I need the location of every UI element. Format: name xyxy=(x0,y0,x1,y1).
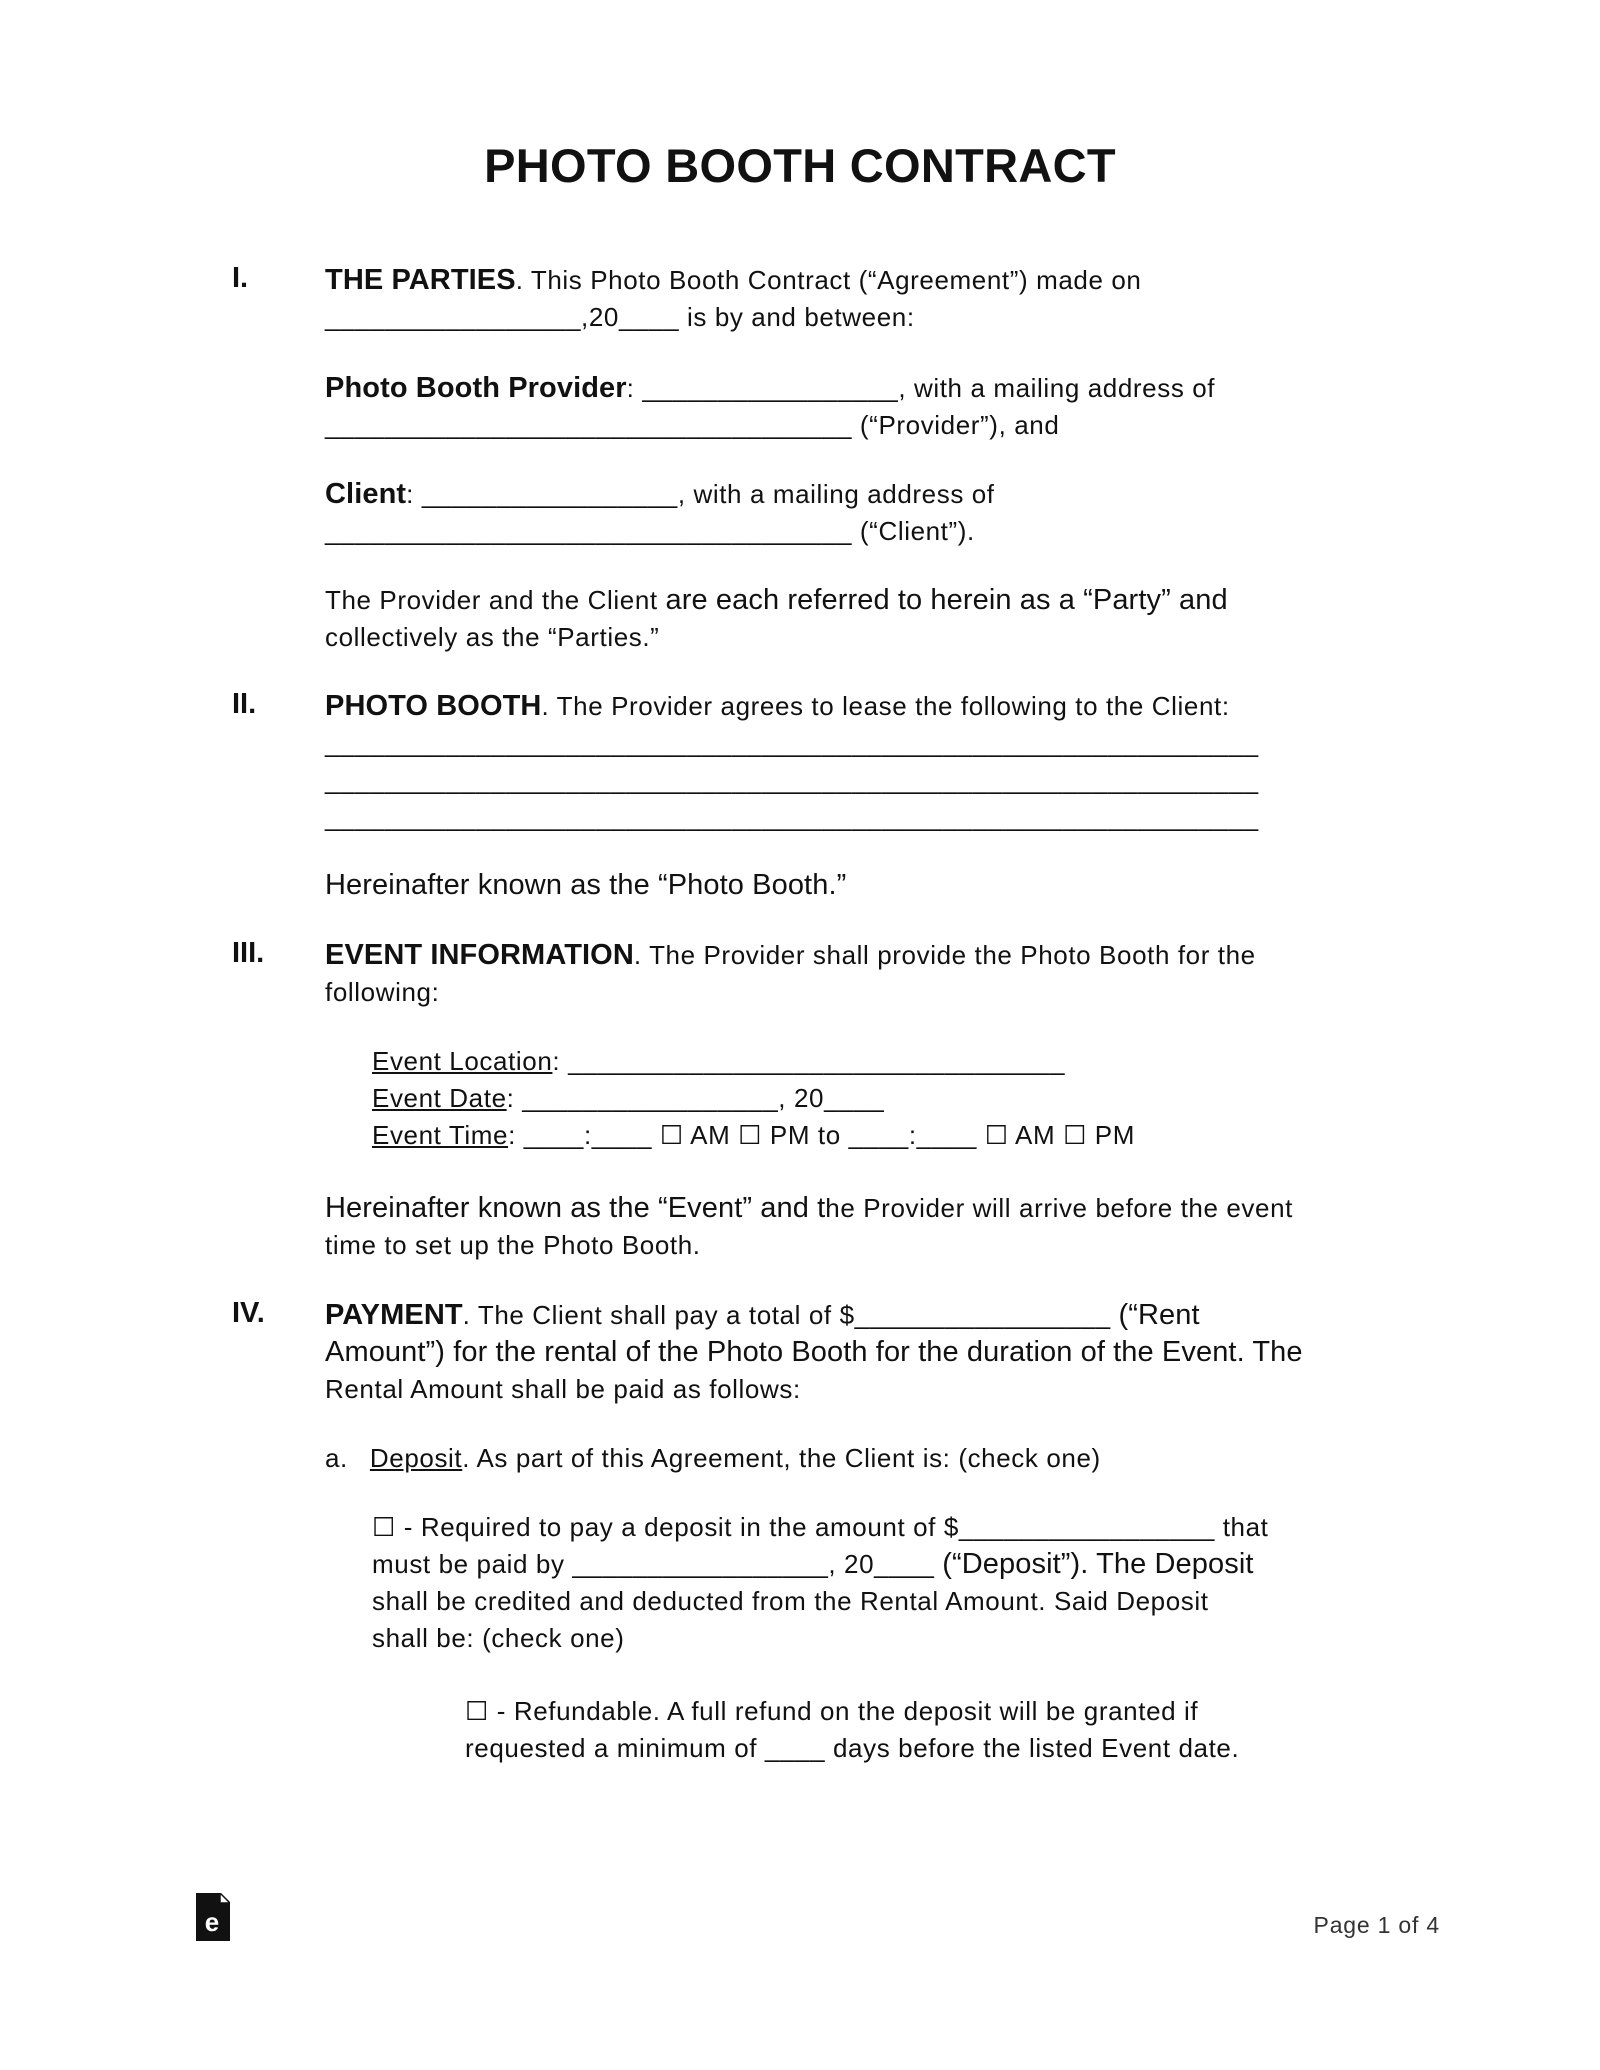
event-time-field: : ____:____ ☐ AM ☐ PM to ____:____ ☐ AM ☐ PM xyxy=(508,1120,1136,1150)
provider-line1: : _________________, with a mailing address of xyxy=(626,373,1216,403)
section-4-numeral: IV. xyxy=(232,1297,265,1329)
provider-line2: ___________________________________ (“Provider”), and xyxy=(325,410,1060,440)
deposit-marker: a. xyxy=(325,1443,348,1473)
section-1-numeral: I. xyxy=(232,262,249,294)
section-2-line1: . The Provider agrees to lease the following to the Client: xyxy=(541,691,1230,721)
event-location-field: : _________________________________ xyxy=(552,1046,1066,1076)
booth-blank-1: ______________________________________________________________ xyxy=(325,728,1259,758)
section-1-line2: _________________,20____ is by and between: xyxy=(325,302,915,332)
option1-line4: shall be: (check one) xyxy=(372,1623,625,1653)
refund-line2: requested a minimum of ____ days before the listed Event date. xyxy=(465,1733,1240,1763)
provider-block xyxy=(325,370,1215,444)
deposit-label: Deposit xyxy=(369,1443,463,1473)
event-after-line1a: Hereinafter known as the “Event” and t xyxy=(325,1192,826,1224)
section-4-line1a: . The Client shall pay a total of $_________________ xyxy=(462,1300,1119,1330)
parties-definition xyxy=(325,582,1228,656)
booth-blank-3: ______________________________________________________________ xyxy=(325,802,1259,832)
refund-line1: ☐ - Refundable. A full refund on the deposit will be granted if xyxy=(465,1696,1199,1726)
booth-blank-2: ______________________________________________________________ xyxy=(325,765,1259,795)
section-3-line2: following: xyxy=(325,977,440,1007)
page-number: Page 1 of 4 xyxy=(1313,1912,1440,1938)
option1-line3: shall be credited and deducted from the Rental Amount. Said Deposit xyxy=(372,1586,1209,1616)
deposit-option-refundable xyxy=(465,1693,1239,1767)
parties-line1b: are each referred to herein as a “Party” and xyxy=(665,584,1228,616)
eforms-logo-letter: e xyxy=(204,1907,220,1937)
client-line2: ___________________________________ (“Client”). xyxy=(325,516,975,546)
deposit-option-required xyxy=(372,1509,1269,1657)
event-details xyxy=(372,1043,1135,1154)
event-after-line2: time to set up the Photo Booth. xyxy=(325,1230,701,1260)
eforms-logo-icon xyxy=(196,1893,230,1941)
section-3-event-information xyxy=(325,937,1256,1011)
photo-booth-hereinafter: Hereinafter known as the “Photo Booth.” xyxy=(325,869,847,901)
section-2-numeral: II. xyxy=(232,688,257,720)
section-3-numeral: III. xyxy=(232,937,265,969)
section-1-line1: . This Photo Booth Contract (“Agreement”) made on xyxy=(515,265,1142,295)
provider-label: Photo Booth Provider xyxy=(325,372,627,404)
section-2-photo-booth xyxy=(325,688,1259,836)
option1-line2b: (“Deposit”). The Deposit xyxy=(942,1548,1254,1580)
section-3-heading: EVENT INFORMATION xyxy=(325,939,634,971)
section-4-line1b: (“Rent xyxy=(1118,1299,1200,1331)
event-time-label: Event Time xyxy=(372,1120,509,1150)
deposit-clause xyxy=(325,1440,1101,1477)
section-2-heading: PHOTO BOOTH xyxy=(325,690,542,722)
section-4-line2: Amount”) for the rental of the Photo Booth for the duration of the Event. The xyxy=(325,1336,1303,1368)
parties-line1a: The Provider and the Client xyxy=(325,585,666,615)
event-after-line1b: he Provider will arrive before the event xyxy=(825,1193,1293,1223)
event-location-label: Event Location xyxy=(372,1046,553,1076)
section-3-line1: . The Provider shall provide the Photo Booth for the xyxy=(633,940,1256,970)
section-1-parties xyxy=(325,262,1141,336)
event-date-label: Event Date xyxy=(372,1083,507,1113)
event-hereinafter xyxy=(325,1190,1293,1264)
parties-line2: collectively as the “Parties.” xyxy=(325,622,660,652)
document-title: PHOTO BOOTH CONTRACT xyxy=(484,139,1116,192)
deposit-intro: . As part of this Agreement, the Client is: (check one) xyxy=(462,1443,1101,1473)
section-4-line3: Rental Amount shall be paid as follows: xyxy=(325,1374,801,1404)
client-block xyxy=(325,476,995,550)
client-label: Client xyxy=(325,478,407,510)
section-1-heading: THE PARTIES xyxy=(325,264,516,296)
event-date-field: : _________________, 20____ xyxy=(506,1083,885,1113)
section-4-payment xyxy=(325,1297,1303,1408)
option1-line1: ☐ - Required to pay a deposit in the amount of $_________________ that xyxy=(372,1512,1269,1542)
section-4-heading: PAYMENT xyxy=(325,1299,463,1331)
client-line1: : _________________, with a mailing address of xyxy=(406,479,995,509)
option1-line2a: must be paid by _________________, 20____ xyxy=(372,1549,943,1579)
